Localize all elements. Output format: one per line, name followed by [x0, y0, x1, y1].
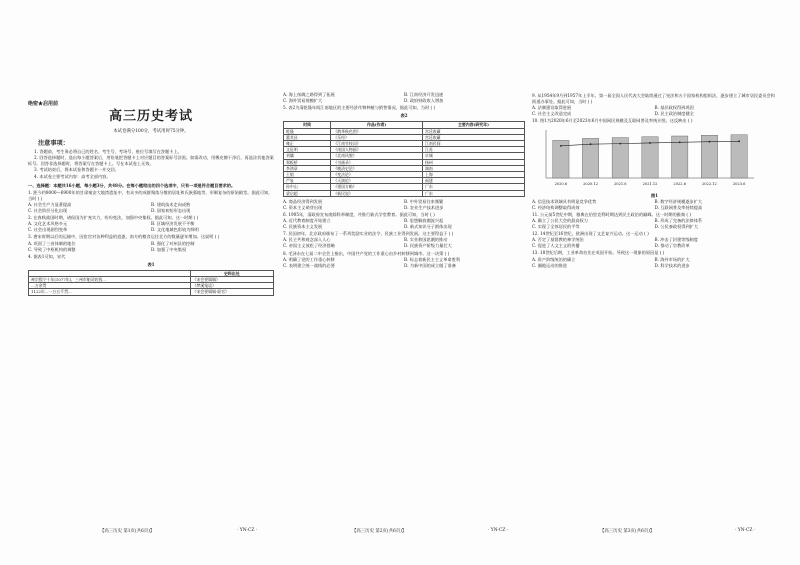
option: A. 文化艺术风格多元 [28, 221, 68, 227]
option: C. 导致了中枢机构的调整 [28, 246, 76, 252]
question-stem: 10. 图1为2020年6月至2023年6月中国网民规模及互联网普及率统计图。这反映出 ( ) [532, 118, 693, 124]
footer-code: · YN-CZ · [488, 528, 509, 533]
option: B. 实业救国思潮的推动 [404, 237, 448, 243]
tick-label: 2022.12 [701, 182, 717, 187]
table-cell: 湖南 [422, 165, 524, 171]
option: D. 加强了中央集权 [151, 246, 187, 252]
question-list [283, 92, 525, 111]
notice-heading: 注意事项： [38, 140, 69, 148]
table-cell: 《晚清史论》 [331, 165, 423, 171]
question-options [283, 218, 525, 230]
table-header: 时间 [284, 122, 331, 128]
question-stem: 11. 公元前5世纪中期，雅典在伯里克利时期达到民主政治的巅峰。这一时期的雅典 ( ) [532, 211, 691, 217]
option: A. 社会生产力显著提高 [28, 201, 72, 207]
page-title: 高三历史考试 [108, 109, 193, 124]
option: A. 明确了党的工作重心转移 [283, 256, 335, 262]
option: B. 强化了对州县的控制 [151, 240, 195, 246]
line-point [619, 143, 621, 145]
option: B. 形成了完备的法律体系 [654, 217, 703, 223]
table-cell: 宫廷收藏 [422, 134, 524, 140]
question-options [28, 221, 274, 233]
table-cell: 广东 [422, 184, 524, 190]
line-point [560, 145, 562, 147]
table-cell: 刘墉 [284, 153, 331, 159]
question-options [283, 237, 525, 249]
tick-label: 2020.12 [583, 182, 599, 187]
page-footer: 【高三历史 第3页(共6页)】 [600, 529, 655, 534]
table-header: 史料出处 [190, 270, 273, 276]
chart-svg [532, 126, 762, 188]
table-cell: 乾隆 [284, 128, 331, 134]
table-cell: 严复 [284, 178, 331, 184]
option: D. 政府财政收入增加 [404, 98, 444, 104]
table-cell: 1122年...一万五千贯... [29, 289, 191, 295]
question-list [532, 199, 777, 269]
option: A. 民主共和观念深入人心 [283, 237, 331, 243]
question-options [283, 257, 525, 269]
table-cell: 郑板桥 [284, 159, 331, 165]
question-list [28, 190, 274, 260]
table-cell: 《乐经》 [331, 134, 423, 140]
table1-caption: 表1 [147, 261, 155, 267]
table-cell: 宫廷收藏 [422, 128, 524, 134]
option: C. 圈地运动的推进 [532, 262, 568, 268]
tick-label: 2021.6 [613, 182, 627, 187]
option: C. 民族资本主义发展 [283, 224, 323, 230]
option: D. 互联网普及率持续提高 [654, 204, 703, 210]
table-cell: 《宋会要辑稿·职官》 [190, 289, 273, 295]
option: D. 科学技术的进步 [654, 262, 690, 268]
option: C. 促进了人文主义的传播 [532, 243, 580, 249]
table-cell: 《书画录》 [331, 159, 423, 165]
exam-subtitle: 本试卷满分100分，考试用时75分钟。 [113, 129, 189, 134]
question-options [532, 237, 777, 249]
line-point [709, 141, 711, 143]
option: B. 思想解放潮流兴起 [404, 218, 444, 224]
table2-caption: 表2 [400, 113, 408, 119]
table-cell: 《南国人物画》 [331, 147, 423, 153]
option: C. 实现了全体居民的平等 [532, 224, 580, 230]
option: C. 海外贸易规模扩大 [283, 98, 323, 104]
table-cell: 《梦溪笔谈》 [190, 283, 273, 289]
question-stem: 13. 18世纪后期，工业革命首先在英国开始。导致这一现象的原因是 ( ) [532, 250, 665, 256]
option: A. 否定了基督教的神学统治 [532, 237, 584, 243]
table-cell: 董其昌 [284, 134, 331, 140]
tick-label: 2022.6 [673, 182, 687, 187]
question-stem: 2. 在春秋战国时期，诸侯国为扩充实力，纷纷变法，加强中央集权。据此可知，这一时期 ( ) [28, 215, 199, 221]
table-cell: ...万余贯 [29, 283, 191, 289]
option: D. 国家初始形态出现 [151, 208, 191, 214]
option: A. 商品经济得到发展 [283, 198, 323, 204]
option: D. 民主政治制度健全 [654, 111, 694, 117]
column-1 [28, 92, 274, 528]
line-point [738, 141, 740, 143]
table-row [29, 289, 274, 295]
question-stem: 1. 距今约8000—6900年的甘肃秦安大地湾遗址中，有众多的成群聚落分散的居址和氏族墓地等，形制复杂的原始殿堂。据此可知，当时 ( ) [28, 189, 273, 201]
option: C. 表明建立统一战线的必要 [283, 262, 335, 268]
notice-item: 3. 考试结束后，将本试卷和答题卡一并交回。 [34, 167, 119, 173]
option: B. 基层政权得到巩固 [654, 105, 694, 111]
question-options [283, 199, 525, 211]
table-cell: 上海 [422, 172, 524, 178]
table-header: 主要内容(研究年) [422, 122, 524, 128]
table-cell: 梁启超 [284, 190, 331, 196]
option: D. 文化地域色彩较为鲜明 [151, 227, 199, 233]
notice-item: 4. 本试卷主要考试内容：高考全部内容。 [34, 173, 111, 179]
option: B. 中外贸易往来频繁 [404, 198, 444, 204]
footer-code: · YN-CZ · [237, 528, 258, 533]
question-options [283, 92, 525, 104]
option: C. 资本主义萌芽出现 [283, 204, 323, 210]
table-cell: 广东 [422, 190, 524, 196]
secret-label: 绝密★启用前 [28, 101, 59, 107]
table-cell: 李鸿章 [284, 165, 331, 171]
table-cell: 福建 [422, 178, 524, 184]
question-options [28, 202, 274, 214]
table-cell: 《鹊华秋色图》 [331, 128, 423, 134]
question-options [28, 241, 274, 253]
option: B. 建筑技术走向成熟 [151, 201, 191, 207]
notice-item: 1. 答题前，考生务必将自己的姓名、考生号、考场号、座位号填写在答题卡上。 [34, 149, 182, 155]
table-cell: 《北南风貌》 [331, 153, 423, 159]
question-stem: 7. 民国初年，北京政府颁布了一系列奖励实业的法令，民族工业得到发展。这主要得益于 ( ) [283, 231, 454, 237]
option: A. 信息技术领域具有明显竞争优势 [532, 198, 597, 204]
option: A. 资产阶级统治的确立 [532, 256, 576, 262]
option: B. 江南经济开发迅速 [404, 92, 444, 97]
column-3 [532, 92, 777, 528]
table1 [28, 270, 274, 296]
question-stem: 9. 从1954年9月到1957年上半年，第一届全国人民代表大会陆续通过了宪法和五个国家机构组织法，逐步建立了城市居民委员会和街道办事处。据此可知，当时 ( ) [532, 93, 775, 105]
option: B. 冲击了封建等级制度 [654, 237, 698, 243]
question-list [532, 93, 777, 124]
question-options [532, 218, 777, 230]
table-cell: 《江南竹枝词》 [331, 140, 423, 146]
option: D. 为新中国的成立做了准备 [404, 262, 456, 268]
table-cell: 京城 [422, 153, 524, 159]
page-footer: 【高三历史 第1页(共6页)】 [100, 529, 155, 534]
question-stem: 3. 唐宋时期以后的运输中，因宦官对各种利益的追逐，南方的粮食运往北方的数量逐年增加。这说明 ( ) [28, 234, 220, 240]
line-point [649, 143, 651, 145]
question-stem: 12. 14世纪至16世纪，欧洲出现了文艺复兴运动。这一运动 ( ) [532, 231, 649, 237]
notice-item: 2. 回答选择题时，选出每小题答案后，用铅笔把答题卡上对应题目的答案标号涂黑。如需改动，用橡皮擦干净后，再选涂其他答案标号。回答非选择题时，将答案写在答题卡上。写在本试卷上无效。 [28, 155, 274, 167]
column-2 [283, 92, 525, 528]
option: A. 巩固了三省体制的地位 [28, 240, 76, 246]
option: C. 社会出现剧烈变革 [28, 227, 68, 233]
question-stem: 6. 1905年，清政府宣布废除科举制度，并推行新式学堂教育。据此可知，当时 ( ) [283, 212, 435, 217]
page-footer: 【高三历史 第2页(共6页)】 [352, 529, 407, 534]
question-stem: 5. 表2为清乾隆年间江南地区的主要经济作物种植与销售情况。据此可知，当时 ( ) [283, 105, 436, 111]
option: B. 海外市场的扩大 [654, 256, 690, 262]
question-options [532, 105, 777, 117]
table-cell: 《新民说》 [331, 190, 423, 196]
option: B. 区域经济发展不平衡 [151, 221, 195, 227]
line-point [679, 142, 681, 144]
question-list [283, 199, 525, 269]
table-cell: 扬州 [422, 159, 524, 165]
table-cell: 《建国方略》 [331, 184, 423, 190]
table-cell: 《天演论》 [331, 178, 423, 184]
section-heading: 一、选择题：本题共16小题，每小题3分，共48分。在每小题给出的四个选项中，只有一项是符合题目要求的。 [28, 182, 236, 188]
question-stem: 8. 毛泽东在七届二中全会上指出，中国共产党的工作重心由乡村转移到城市。这一决策 ( ) [283, 250, 450, 256]
table-cell: 王韬 [284, 172, 331, 178]
table2 [283, 121, 525, 196]
question-options [532, 199, 777, 211]
table-cell: 雍正 [284, 140, 331, 146]
table-cell: 江苏 [422, 147, 524, 153]
table-row [284, 190, 525, 196]
table-cell: 江南民间 [422, 140, 524, 146]
line-point [590, 144, 592, 146]
table-cell: 《宋会要辑稿》 [190, 277, 273, 283]
internet-chart [532, 126, 777, 190]
option: B. 标志着新民主主义革命胜利 [404, 256, 460, 262]
question-options [532, 257, 777, 269]
table-cell: 神宗熙宁十年(1077年)，三州市舶司收钱... [29, 277, 191, 283]
option: A. 海上丝绸之路得到了拓展 [283, 92, 335, 97]
tick-label: 2020.6 [554, 182, 568, 187]
option: C. 帝国主义放松了经济侵略 [283, 243, 335, 249]
option: C. 社会主义改造完成 [532, 111, 572, 117]
option: A. 法制建设取得进展 [532, 105, 572, 111]
tick-label: 2021.12 [642, 182, 658, 187]
option: C. 经济结构调整取得成效 [532, 204, 580, 210]
table-cell: 孙中山 [284, 184, 331, 190]
option: D. 推动了宗教改革 [654, 243, 690, 249]
table-header: 作品(作者) [331, 122, 423, 128]
chart-caption: 图1 [650, 192, 659, 198]
option: D. 新式知识分子群体出现 [404, 224, 452, 230]
option: D. 民族资产阶级力量壮大 [404, 243, 452, 249]
option: D. 农业生产技术进步 [404, 204, 444, 210]
question-stem: 4. 据表1可知，宋代 [28, 253, 66, 259]
option: D. 公民参政权得到扩大 [654, 224, 699, 230]
option: B. 数字经济规模逐步扩大 [654, 198, 703, 204]
option: A. 确立了公民大会的最高权力 [532, 217, 588, 223]
option: C. 社会阶层分化出现 [28, 208, 68, 214]
tick-label: 2023.6 [732, 182, 746, 187]
option: A. 近代教育制度开始建立 [283, 218, 331, 224]
table-cell: 文征明 [284, 147, 331, 153]
table-cell: 《变法论》 [331, 172, 423, 178]
footer-code: · YN-CZ · [735, 528, 756, 533]
